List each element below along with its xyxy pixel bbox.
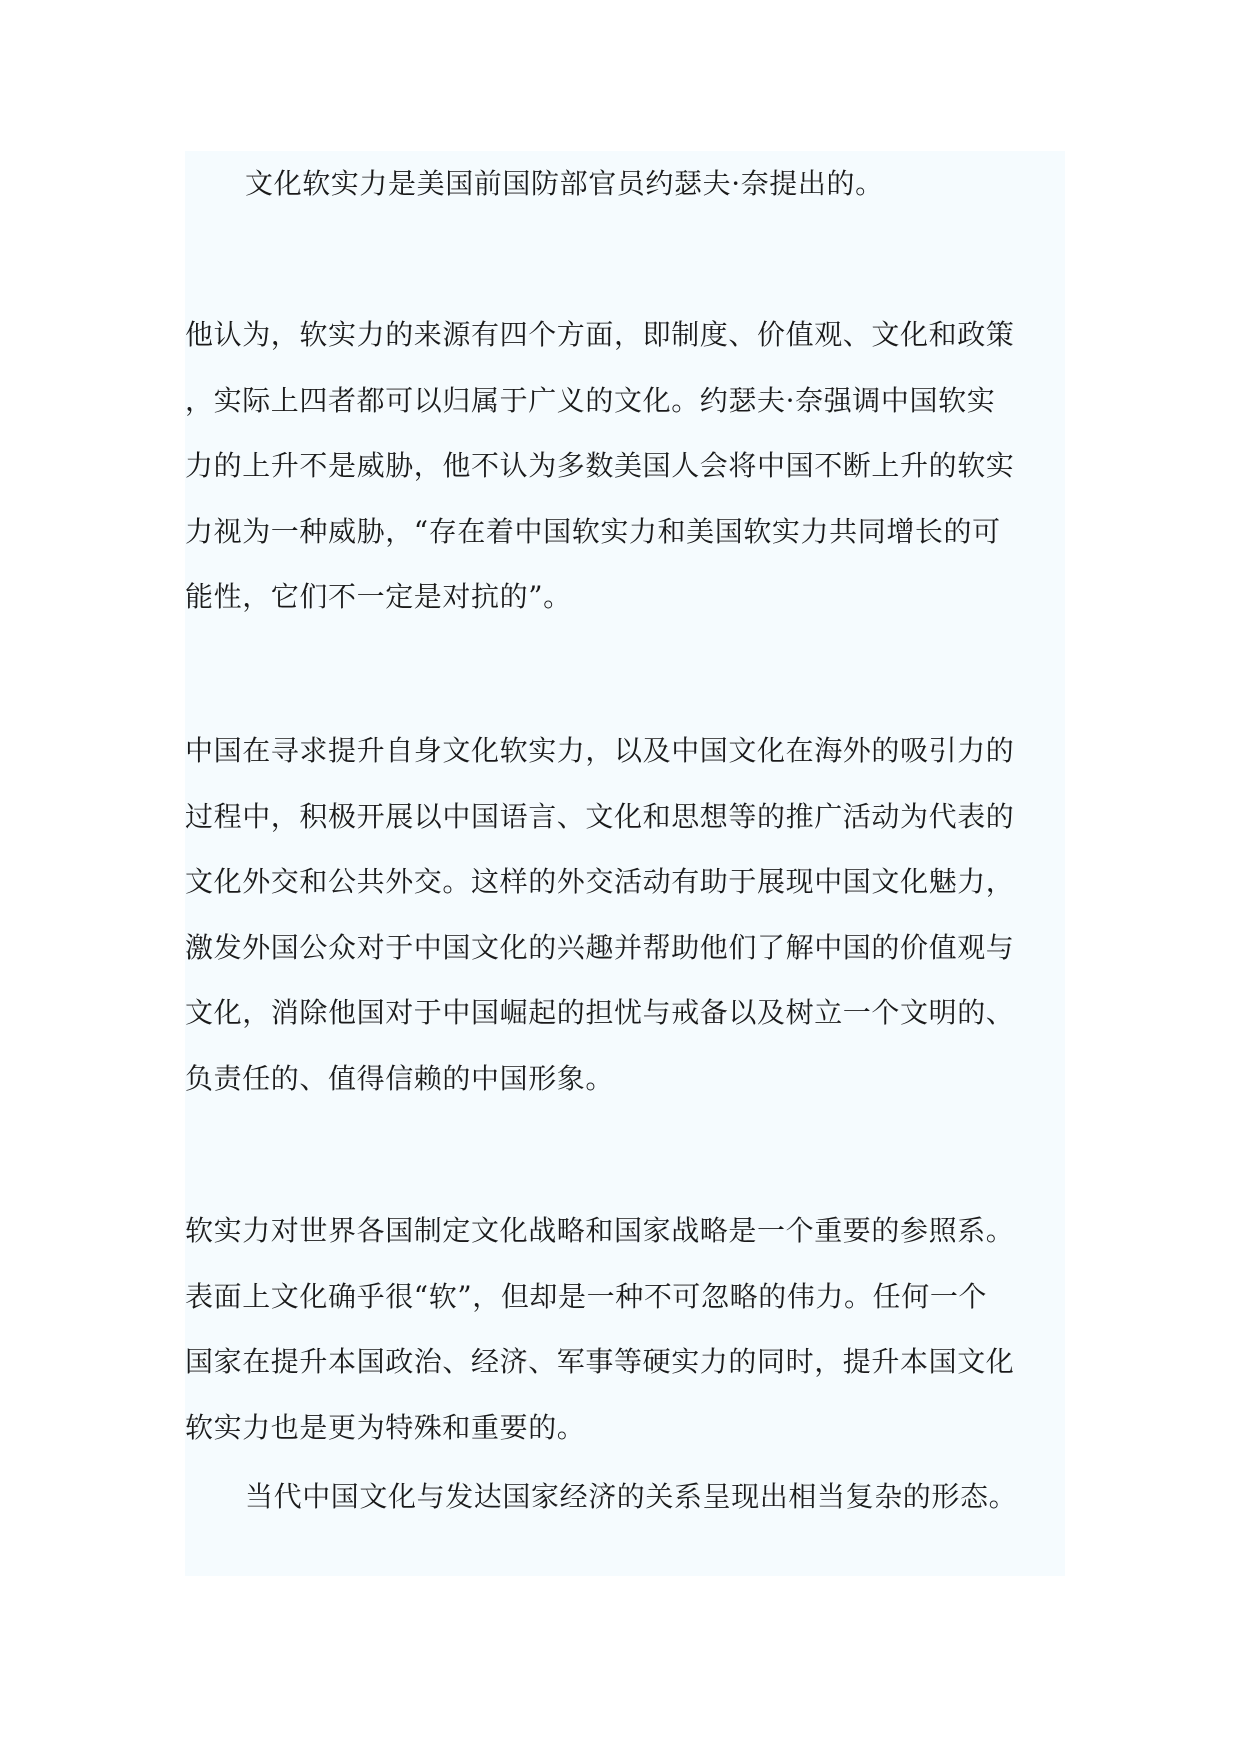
document-body — [185, 151, 1065, 1576]
paragraph-line: 他认为，软实力的来源有四个方面，即制度、价值观、文化和政策 — [185, 318, 1015, 351]
paragraph-line: 表面上文化确乎很“软”，但却是一种不可忽略的伟力。任何一个 — [185, 1279, 988, 1313]
paragraph-2 — [185, 302, 1014, 630]
paragraph-line: 软实力对世界各国制定文化战略和国家战略是一个重要的参照系。 — [185, 1214, 1015, 1247]
paragraph-1 — [185, 151, 884, 217]
paragraph-line: 国家在提升本国政治、经济、军事等硬实力的同时，提升本国文化 — [185, 1345, 1015, 1378]
paragraph-line: 过程中，积极开展以中国语言、文化和思想等的推广活动为代表的 — [185, 799, 1015, 833]
paragraph-line: 能性，它们不一定是对抗的”。 — [185, 580, 572, 613]
paragraph-3 — [185, 718, 1014, 1111]
paragraph-line: 文化外交和公共外交。这样的外交活动有助于展现中国文化魅力， — [185, 865, 1015, 898]
paragraph-line: ，实际上四者都可以归属于广义的文化。约瑟夫·奈强调中国软实 — [185, 383, 996, 417]
paragraph-line: 负责任的、值得信赖的中国形象。 — [185, 1061, 615, 1095]
paragraph-line: 激发外国公众对于中国文化的兴趣并帮助他们了解中国的价值观与 — [185, 930, 1015, 964]
paragraph-line: 当代中国文化与发达国家经济的关系呈现出相当复杂的形态。 — [245, 1480, 1018, 1513]
paragraph-line: 软实力也是更为特殊和重要的。 — [185, 1410, 586, 1444]
paragraph-line: 力视为一种威胁，“存在着中国软实力和美国软实力共同增长的可 — [185, 514, 1001, 548]
paragraph-4 — [185, 1198, 1014, 1460]
paragraph-line: 力的上升不是威胁，他不认为多数美国人会将中国不断上升的软实 — [185, 449, 1015, 482]
paragraph-line: 文化，消除他国对于中国崛起的担忧与戒备以及树立一个文明的、 — [185, 996, 1015, 1029]
paragraph-5 — [185, 1464, 1017, 1530]
paragraph-line: 文化软实力是美国前国防部官员约瑟夫·奈提出的。 — [245, 167, 884, 200]
paragraph-line: 中国在寻求提升自身文化软实力，以及中国文化在海外的吸引力的 — [185, 734, 1015, 767]
